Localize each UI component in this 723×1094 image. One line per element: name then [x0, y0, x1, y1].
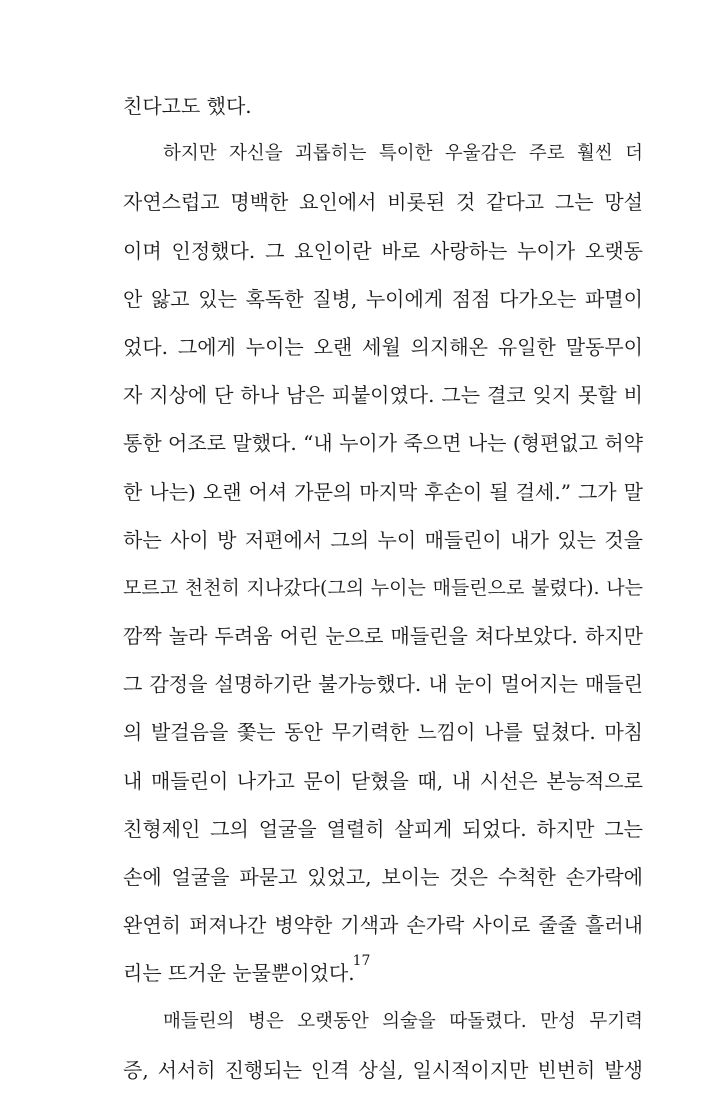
text-line: 의 발걸음을 쫓는 동안 무기력한 느낌이 나를 덮쳤다. 마침 — [123, 720, 643, 745]
page-number: 17 — [352, 953, 371, 969]
text-line: 내 매들린이 나가고 문이 닫혔을 때, 내 시선은 본능적으로 — [123, 768, 643, 793]
text-line: 안 앓고 있는 혹독한 질병, 누이에게 점점 다가오는 파멸이 — [123, 286, 643, 311]
text-line: 하는 사이 방 저편에서 그의 누이 매들린이 내가 있는 것을 — [123, 527, 643, 552]
text-line: 었다. 그에게 누이는 오랜 세월 의지해온 유일한 말동무이 — [123, 334, 643, 359]
text-line: 손에 얼굴을 파묻고 있었고, 보이는 것은 수척한 손가락에 — [123, 865, 643, 889]
text-line: 증, 서서히 진행되는 인격 상실, 일시적이지만 빈번히 발생 — [123, 1057, 643, 1082]
text-line: 깜짝 놀라 두려움 어린 눈으로 매들린을 쳐다보았다. 하지만 — [123, 624, 643, 649]
text-line: 하지만 자신을 괴롭히는 특이한 우울감은 주로 훨씬 더 — [163, 143, 643, 165]
text-line: 자연스럽고 명백한 요인에서 비롯된 것 같다고 그는 망설 — [123, 190, 643, 215]
text-line: 한 나는) 오랜 어셔 가문의 마지막 후손이 될 걸세.” 그가 말 — [123, 479, 643, 504]
text-line: 통한 어조로 말했다. “내 누이가 죽으면 나는 (형편없고 허약 — [123, 431, 643, 456]
text-line: 자 지상에 단 하나 남은 피붙이였다. 그는 결코 잊지 못할 비 — [123, 383, 643, 408]
text-line: 친다고도 했다. — [123, 94, 252, 118]
text-line: 그 감정을 설명하기란 불가능했다. 내 눈이 멀어지는 매들린 — [123, 672, 643, 697]
text-line: 매들린의 병은 오랫동안 의술을 따돌렸다. 만성 무기력 — [163, 1010, 643, 1032]
text-line: 리는 뜨거운 눈물뿐이었다. — [123, 961, 355, 986]
text-line: 이며 인정했다. 그 요인이란 바로 사랑하는 누이가 오랫동 — [123, 238, 643, 263]
text-line: 친형제인 그의 얼굴을 열렬히 살피게 되었다. 하지만 그는 — [123, 816, 643, 841]
text-line: 모르고 천천히 지나갔다(그의 누이는 매들린으로 불렸다). 나는 — [123, 576, 643, 599]
text-line: 완연히 퍼져나간 병약한 기색과 손가락 사이로 줄줄 흘러내 — [123, 913, 643, 938]
body-text — [123, 82, 643, 1094]
